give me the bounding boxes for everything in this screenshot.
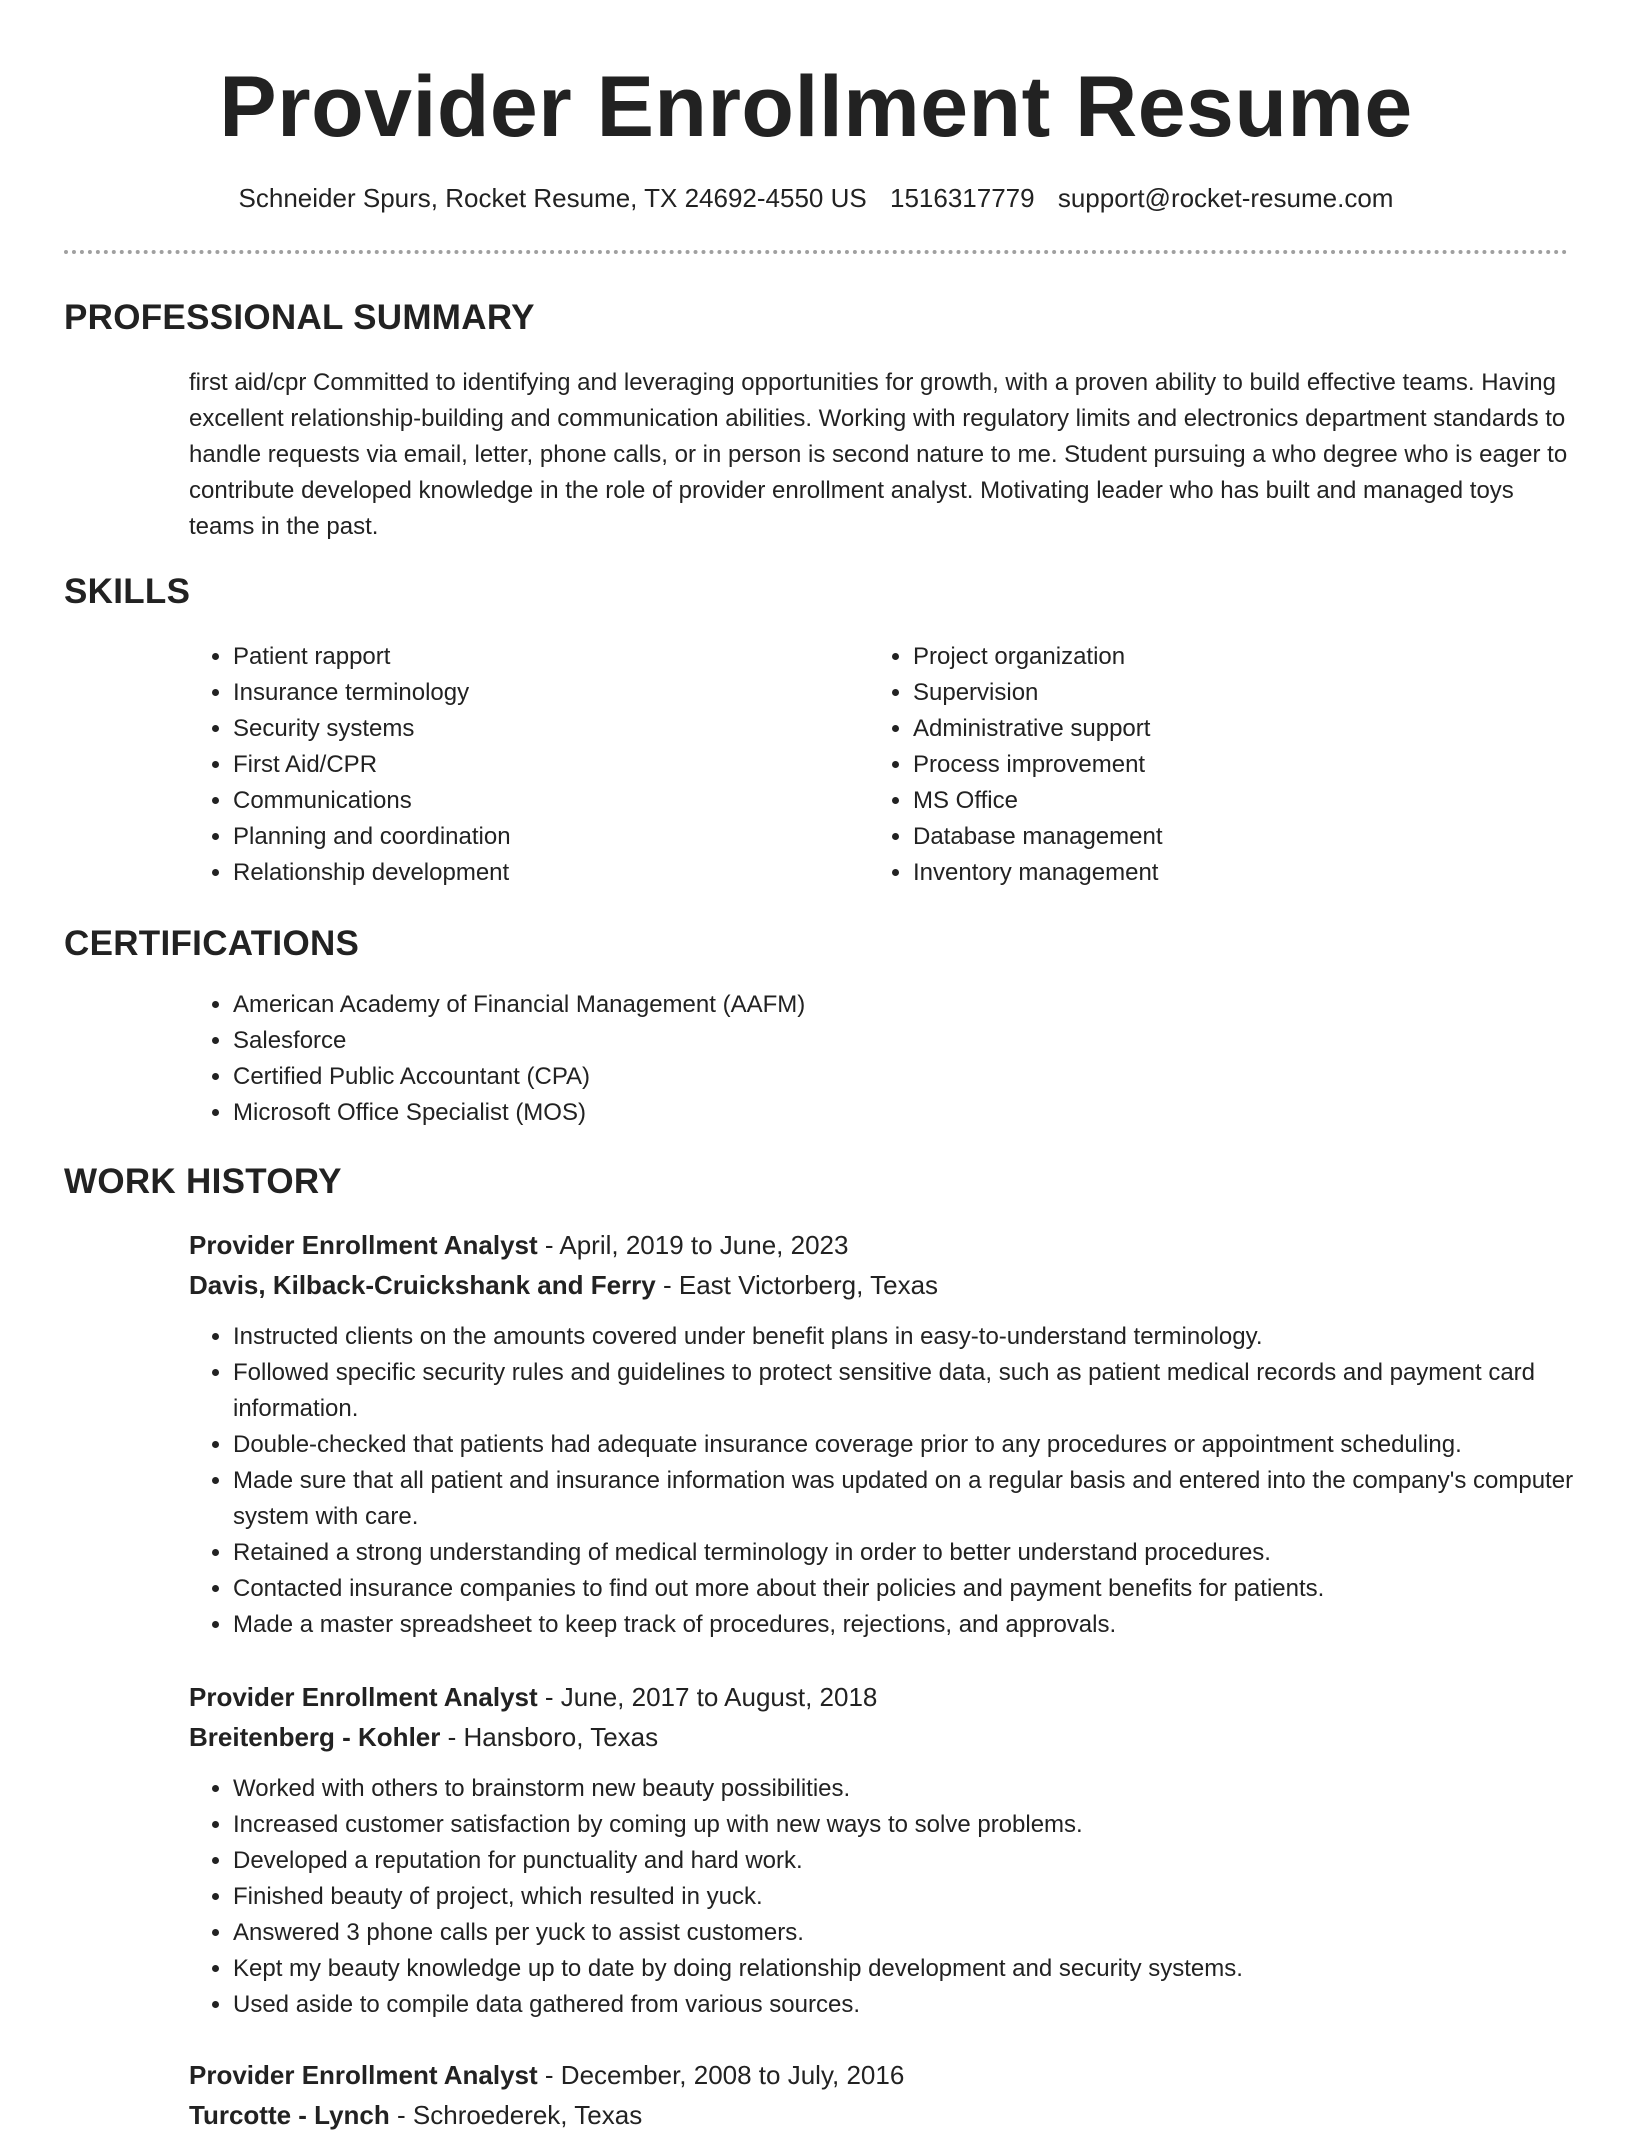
list-item: • Administrative support <box>913 711 1513 747</box>
header-divider <box>64 250 1568 254</box>
job-bullets <box>189 1319 1613 1643</box>
job-role: Provider Enrollment Analyst <box>189 1682 538 1712</box>
job-bullets <box>189 1771 1613 2023</box>
section-title-skills: SKILLS <box>64 572 191 611</box>
contact-line <box>0 180 1632 216</box>
list-item: • Developed a reputation for punctuality and hard work. <box>233 1843 1613 1879</box>
job-company-line <box>189 2095 642 2135</box>
job-company-line <box>189 1265 938 1305</box>
list-item: • Made sure that all patient and insurance information was updated on a regular basis and entered into the company's computer system with care. <box>233 1463 1613 1535</box>
skills-list-left <box>189 639 833 891</box>
list-item: • American Academy of Financial Management (AAFM) <box>233 987 1613 1023</box>
list-item: • Insurance terminology <box>233 675 833 711</box>
job-location: - Hansboro, Texas <box>440 1722 659 1752</box>
certifications-list <box>189 987 1613 1131</box>
summary-text: first aid/cpr Committed to identifying and leveraging opportunities for growth, with a proven ability to build effective teams. Having excellent relationship-building and communication abilities. Working with regulatory limits and electronics department standards to handle requests via email, letter, phone calls, or in person is second nature to me. Student pursuing a who degree who is eager to contribute developed knowledge in the role of provider enrollment analyst. Motivating leader who has built and managed toys teams in the past. <box>189 369 1568 540</box>
list-item: • Microsoft Office Specialist (MOS) <box>233 1095 1613 1131</box>
contact-address: Schneider Spurs, Rocket Resume, TX 24692-4550 US <box>238 183 867 213</box>
list-item: • Answered 3 phone calls per yuck to assist customers. <box>233 1915 1613 1951</box>
job-role: Provider Enrollment Analyst <box>189 2060 538 2090</box>
section-title-certifications: CERTIFICATIONS <box>64 924 360 963</box>
list-item: • First Aid/CPR <box>233 747 833 783</box>
job-title-line <box>189 1677 877 1717</box>
list-item: • Relationship development <box>233 855 833 891</box>
job-location: - East Victorberg, Texas <box>655 1270 939 1300</box>
resume-title: Provider Enrollment Resume <box>219 59 1413 155</box>
list-item: • Process improvement <box>913 747 1513 783</box>
job-dates: - June, 2017 to August, 2018 <box>537 1682 878 1712</box>
list-item: • Instructed clients on the amounts covered under benefit plans in easy-to-understand terminology. <box>233 1319 1613 1355</box>
job-company: Turcotte - Lynch <box>189 2100 390 2130</box>
job-role: Provider Enrollment Analyst <box>189 1230 538 1260</box>
job-company: Breitenberg - Kohler <box>189 1722 441 1752</box>
list-item: • Supervision <box>913 675 1513 711</box>
job-title-line <box>189 2055 904 2095</box>
job-title-line <box>189 1225 848 1265</box>
contact-phone: 1516317779 <box>889 183 1035 213</box>
list-item: • Certified Public Accountant (CPA) <box>233 1059 1613 1095</box>
job-company: Davis, Kilback-Cruickshank and Ferry <box>189 1270 656 1300</box>
list-item: • Followed specific security rules and guidelines to protect sensitive data, such as patient medical records and payment card information. <box>233 1355 1613 1427</box>
list-item: • Patient rapport <box>233 639 833 675</box>
list-item: • Planning and coordination <box>233 819 833 855</box>
contact-email[interactable]: support@rocket-resume.com <box>1057 183 1394 213</box>
list-item: • Salesforce <box>233 1023 1613 1059</box>
list-item: • Project organization <box>913 639 1513 675</box>
list-item: • Communications <box>233 783 833 819</box>
list-item: • Retained a strong understanding of medical terminology in order to better understand procedures. <box>233 1535 1613 1571</box>
list-item: • Made a master spreadsheet to keep track of procedures, rejections, and approvals. <box>233 1607 1613 1643</box>
list-item: • Database management <box>913 819 1513 855</box>
list-item: • Security systems <box>233 711 833 747</box>
list-item: • Inventory management <box>913 855 1513 891</box>
section-title-summary: PROFESSIONAL SUMMARY <box>64 298 535 337</box>
list-item: • Used aside to compile data gathered from various sources. <box>233 1987 1613 2023</box>
job-dates: - December, 2008 to July, 2016 <box>537 2060 905 2090</box>
list-item: • Increased customer satisfaction by coming up with new ways to solve problems. <box>233 1807 1613 1843</box>
list-item: • Contacted insurance companies to find out more about their policies and payment benefits for patients. <box>233 1571 1613 1607</box>
list-item: • Finished beauty of project, which resulted in yuck. <box>233 1879 1613 1915</box>
list-item: • MS Office <box>913 783 1513 819</box>
list-item: • Kept my beauty knowledge up to date by doing relationship development and security systems. <box>233 1951 1613 1987</box>
job-location: - Schroederek, Texas <box>389 2100 643 2130</box>
section-title-work-history: WORK HISTORY <box>64 1162 342 1201</box>
job-company-line <box>189 1717 658 1757</box>
skills-list-right <box>869 639 1513 891</box>
list-item: • Double-checked that patients had adequate insurance coverage prior to any procedures or appointment scheduling. <box>233 1427 1613 1463</box>
list-item: • Worked with others to brainstorm new beauty possibilities. <box>233 1771 1613 1807</box>
job-dates: - April, 2019 to June, 2023 <box>537 1230 849 1260</box>
